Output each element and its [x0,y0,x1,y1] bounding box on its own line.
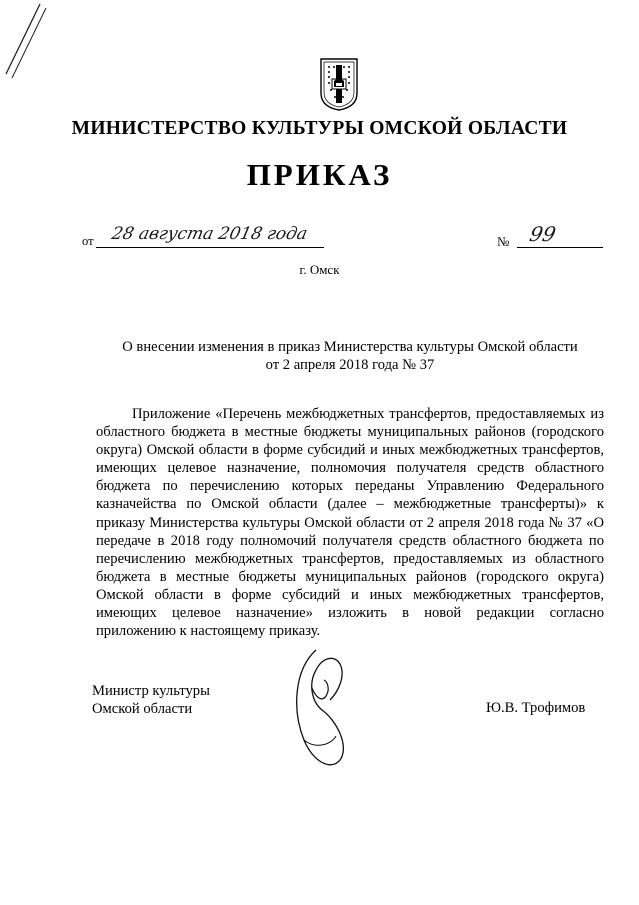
handwritten-date: 28 августа 2018 года [109,224,310,244]
signatory-position [92,682,210,718]
order-subject [96,338,604,374]
omsk-coat-of-arms-icon [319,57,359,111]
ministry-title: МИНИСТЕРСТВО КУЛЬТУРЫ ОМСКОЙ ОБЛАСТИ [71,118,568,139]
handwritten-signature [286,640,366,780]
date-prefix: от [82,234,94,248]
handwritten-number: 99 [527,222,559,246]
number-underline [517,247,603,248]
number-prefix: № [497,234,510,249]
signatory-name: Ю.В. Трофимов [486,700,586,716]
position-line-2: Омской области [92,701,193,717]
order-body-paragraph: Приложение «Перечень межбюджетных трансфертов, предоставляемых из областного бюджета в местные бюджеты муниципальных районов (городского округа) Омской области в форме субсидий и иных межбюджетных трансфертов, имеющих целевое назначение, полномочия получателя средств областного бюджета по перечислению которых переданы Управлению Федерального казначейства по Омской области (далее – межбюджетные трансферты)» к приказу Министерства культуры Омской области от 2 апреля 2018 года № 37 «О передаче в 2018 году полномочий получателя средств областного бюджета по перечислению межбюджетных трансфертов, предоставляемых из областного бюджета в местные бюджеты муниципальных районов (городского округа) Омской области в форме субсидий и иных межбюджетных трансфертов, имеющих целевое назначение» изложить в новой редакции согласно приложению к настоящему приказу. [96,406,604,640]
subject-line-2: от 2 апреля 2018 года № 37 [265,357,435,373]
subject-line-1: О внесении изменения в приказ Министерства культуры Омской области [122,339,578,355]
position-line-1: Министр культуры [92,683,210,699]
city: г. Омск [299,262,340,277]
handwritten-corner-mark [0,0,50,80]
document-type: ПРИКАЗ [246,157,393,192]
date-underline [96,247,324,248]
